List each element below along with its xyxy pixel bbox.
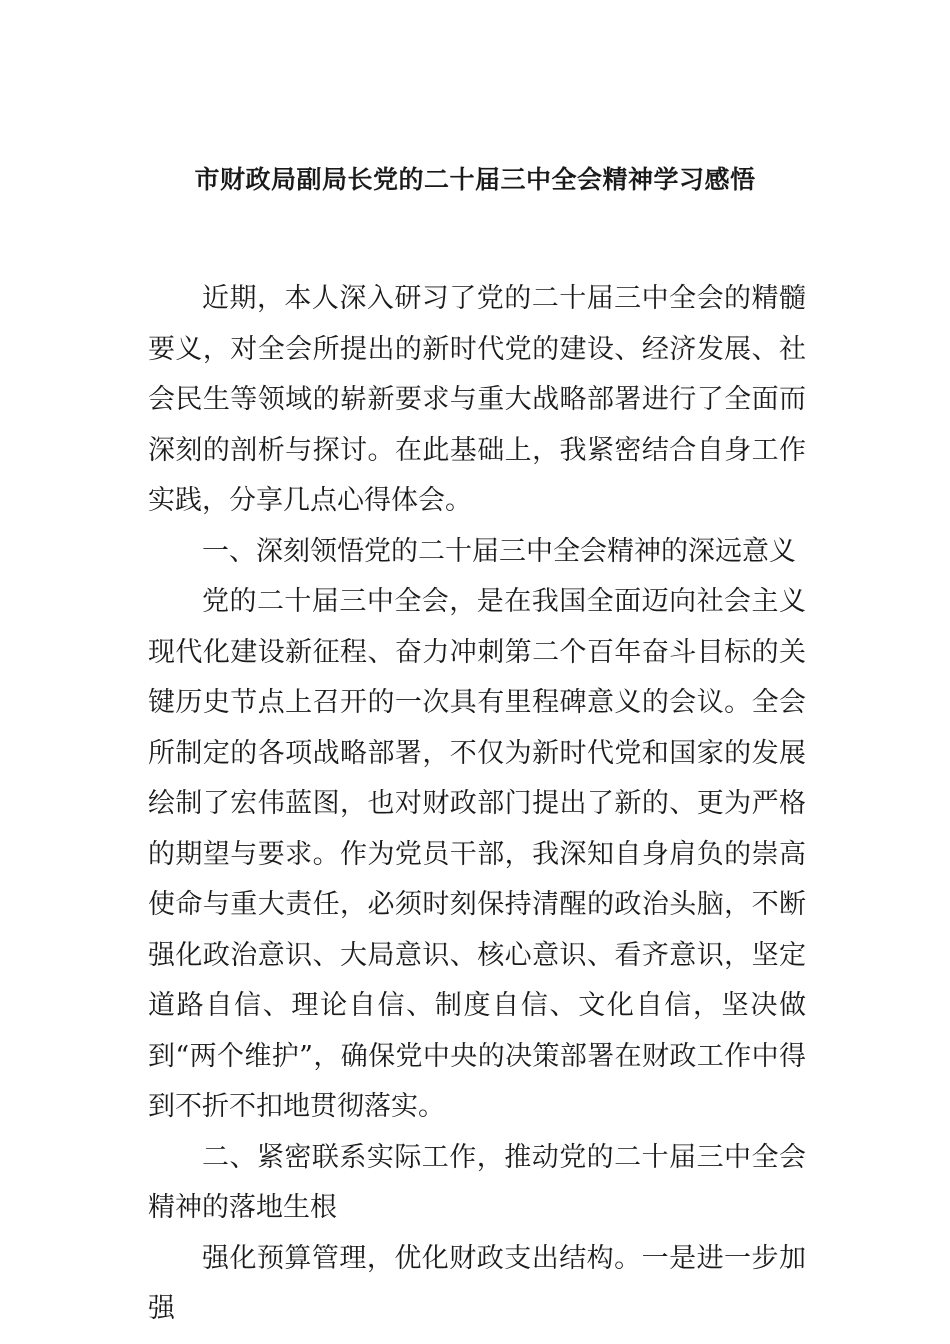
document-title: 市财政局副局长党的二十届三中全会精神学习感悟 xyxy=(194,165,756,194)
section-heading-1: 一、深刻领悟党的二十届三中全会精神的深远意义 xyxy=(202,535,796,567)
document-body xyxy=(148,274,806,1335)
paragraph-section-1: 党的二十届三中全会，是在我国全面迈向社会主义现代化建设新征程、奋力冲刺第二个百年奋斗目标的关键历史节点上召开的一次具有里程碑意义的会议。全会所制定的各项战略部署，不仅为新时代党和国家的发展绘制了宏伟蓝图，也对财政部门提出了新的、更为严格的期望与要求。作为党员干部，我深知自身肩负的崇高使命与重大责任，必须时刻保持清醒的政治头脑，不断强化政治意识、大局意识、核心意识、看齐意识，坚定道路自信、理论自信、制度自信、文化自信，坚决做到“两个维护”，确保党中央的决策部署在财政工作中得到不折不扣地贯彻落实。 xyxy=(148,586,806,1122)
paragraph-section-2: 强化预算管理，优化财政支出结构。一是进一步加强 xyxy=(148,1242,806,1324)
section-heading-2: 二、紧密联系实际工作，推动党的二十届三中全会精神的落地生根 xyxy=(148,1141,806,1223)
paragraph-intro: 近期，本人深入研习了党的二十届三中全会的精髓要义，对全会所提出的新时代党的建设、经济发展、社会民生等领域的崭新要求与重大战略部署进行了全面而深刻的剖析与探讨。在此基础上，我紧密结合自身工作实践，分享几点心得体会。 xyxy=(148,283,806,516)
